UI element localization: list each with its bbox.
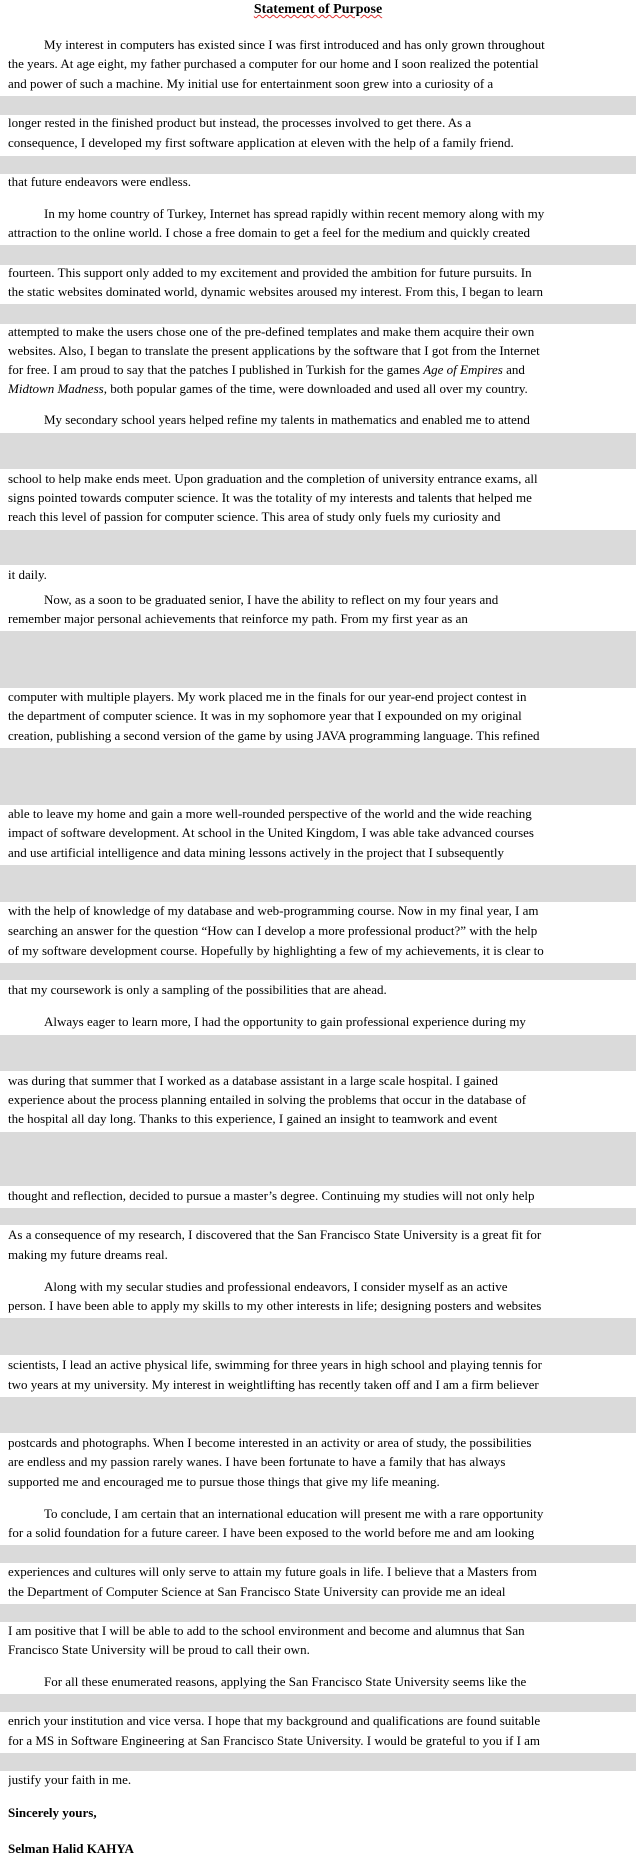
text-line: For all these enumerated reasons, applying the San Francisco State University seems like the	[44, 1674, 527, 1689]
text-line: was during that summer that I worked as a database assistant in a large scale hospital. I gained	[8, 1073, 499, 1088]
text-line: attempted to make the users chose one of the pre-defined templates and make them acquire their own	[8, 324, 535, 339]
text-line: experiences and cultures will only serve to attain my future goals in life. I believe that a Masters from	[8, 1564, 537, 1579]
text-line: and power of such a machine. My initial use for entertainment soon grew into a curiosity of a	[8, 76, 494, 91]
redaction-gap	[0, 963, 636, 980]
closing-salutation: Sincerely yours,	[8, 1805, 97, 1820]
text-line: for a MS in Software Engineering at San Francisco State University. I would be grateful to you if I am	[8, 1733, 541, 1748]
redaction-gap	[0, 1208, 636, 1225]
text-line: are endless and my passion rarely wanes. I have been fortunate to have a family that has always	[8, 1454, 506, 1469]
text-line: it daily.	[8, 567, 47, 582]
text-line: justify your faith in me.	[8, 1772, 132, 1787]
text-line: As a consequence of my research, I discovered that the San Francisco State University is a great fit for	[8, 1227, 542, 1242]
document-title: Statement of Purpose	[253, 2, 383, 17]
text-line: longer rested in the finished product but instead, the processes involved to get there. As a	[8, 115, 472, 130]
text-line: the years. At age eight, my father purchased a computer for our home and I soon realized the potential	[8, 56, 539, 71]
text-line: Francisco State University will be proud to call their own.	[8, 1642, 310, 1657]
redaction-gap	[0, 631, 636, 688]
text-line: that future endeavors were endless.	[8, 174, 192, 189]
redaction-gap	[0, 530, 636, 565]
text-line: searching an answer for the question “How can I develop a more professional product?” with the help	[8, 923, 538, 938]
text-line: reach this level of passion for computer science. This area of study only fuels my curiosity and	[8, 509, 501, 524]
text-line: person. I have been able to apply my skills to my other interests in life; designing posters and websites	[8, 1298, 542, 1313]
redaction-gap	[0, 304, 636, 324]
text-line: postcards and photographs. When I become interested in an activity or area of study, the possibilities	[8, 1435, 532, 1450]
text-line: I am positive that I will be able to add to the school environment and become and alumnus that San	[8, 1623, 525, 1638]
redaction-gap	[0, 1035, 636, 1071]
redaction-gap	[0, 1753, 636, 1771]
redaction-gap	[0, 865, 636, 902]
redaction-gap	[0, 1545, 636, 1563]
text-line: Always eager to learn more, I had the opportunity to gain professional experience during my	[44, 1014, 526, 1029]
text-line: for a solid foundation for a future career. I have been exposed to the world before me and am looking	[8, 1525, 535, 1540]
text-line: Along with my secular studies and professional endeavors, I consider myself as an active	[44, 1279, 508, 1294]
text-line: fourteen. This support only added to my excitement and provided the ambition for future pursuits. In	[8, 265, 532, 280]
redaction-gap	[0, 156, 636, 174]
text-line: Now, as a soon to be graduated senior, I have the ability to reflect on my four years and	[44, 592, 499, 607]
text-line: the department of computer science. It was in my sophomore year that I expounded on my original	[8, 708, 522, 723]
text-line: My interest in computers has existed since I was first introduced and has only grown throughout	[44, 37, 545, 52]
text-line: with the help of knowledge of my database and web-programming course. Now in my final year, I am	[8, 903, 539, 918]
redaction-gap	[0, 1694, 636, 1712]
text-line: making my future dreams real.	[8, 1247, 168, 1262]
text-line: To conclude, I am certain that an international education will present me with a rare opportunity	[44, 1506, 544, 1521]
text-line: of my software development course. Hopefully by highlighting a few of my achievements, it is clear to	[8, 943, 544, 958]
text-line: the hospital all day long. Thanks to this experience, I gained an insight to teamwork and event	[8, 1111, 498, 1126]
redaction-gap	[0, 433, 636, 469]
text-line: school to help make ends meet. Upon graduation and the completion of university entrance exams, all	[8, 471, 538, 486]
text-line: the static websites dominated world, dynamic websites aroused my interest. From this, I began to learn	[8, 284, 544, 299]
text-line: that my coursework is only a sampling of the possibilities that are ahead.	[8, 982, 387, 997]
text-line: experience about the process planning entailed in solving the problems that occur in the database of	[8, 1092, 527, 1107]
text-line: scientists, I lead an active physical life, swimming for three years in high school and playing tennis for	[8, 1357, 542, 1372]
text-line: websites. Also, I began to translate the present applications by the software that I got from the Internet	[8, 343, 540, 358]
text-line: attraction to the online world. I chose a free domain to get a feel for the medium and quickly created	[8, 225, 530, 240]
text-line: enrich your institution and vice versa. I hope that my background and qualifications are found suitable	[8, 1713, 541, 1728]
text-line: supported me and encouraged me to pursue those things that give my life meaning.	[8, 1474, 440, 1489]
text-line: computer with multiple players. My work placed me in the finals for our year-end project contest in	[8, 689, 527, 704]
redaction-gap	[0, 1132, 636, 1186]
text-line: the Department of Computer Science at San Francisco State University can provide me an ideal	[8, 1584, 506, 1599]
text-line: thought and reflection, decided to pursue a master’s degree. Continuing my studies will not only help	[8, 1188, 535, 1203]
text-line: In my home country of Turkey, Internet has spread rapidly within recent memory along with my	[44, 206, 545, 221]
text-line: creation, publishing a second version of the game by using JAVA programming language. This refined	[8, 728, 540, 743]
text-line: for free. I am proud to say that the patches I published in Turkish for the games Age of Empires and	[8, 362, 525, 377]
text-line: consequence, I developed my first software application at eleven with the help of a family friend.	[8, 135, 514, 150]
redaction-gap	[0, 748, 636, 805]
redaction-gap	[0, 1318, 636, 1355]
text-line: able to leave my home and gain a more well-rounded perspective of the world and the wide reaching	[8, 806, 532, 821]
text-line: Midtown Madness, both popular games of the time, were downloaded and used all over my country.	[8, 381, 528, 396]
redaction-gap	[0, 245, 636, 265]
signature-name: Selman Halid KAHYA	[8, 1841, 134, 1856]
text-line: remember major personal achievements that reinforce my path. From my first year as an	[8, 611, 468, 626]
text-line: signs pointed towards computer science. It was the totality of my interests and talents that helped me	[8, 490, 532, 505]
redaction-gap	[0, 1604, 636, 1622]
text-line: impact of software development. At school in the United Kingdom, I was able take advanced courses	[8, 825, 534, 840]
redaction-gap	[0, 1397, 636, 1433]
text-line: My secondary school years helped refine my talents in mathematics and enabled me to attend	[44, 412, 530, 427]
redaction-gap	[0, 96, 636, 115]
text-line: and use artificial intelligence and data mining lessons actively in the project that I subsequently	[8, 845, 505, 860]
text-line: two years at my university. My interest in weightlifting has recently taken off and I am a firm believer	[8, 1377, 539, 1392]
